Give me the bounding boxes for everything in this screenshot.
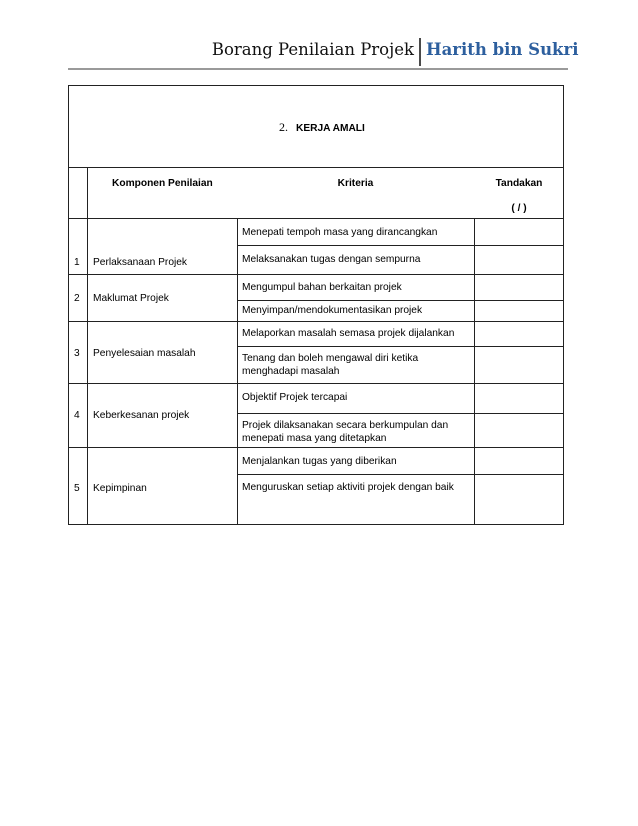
- subrow-divider-3: [237, 346, 564, 347]
- page-header: [0, 36, 579, 66]
- row-number: 4: [74, 410, 80, 421]
- title-row-divider: [68, 167, 564, 168]
- component-label: Kepimpinan: [93, 483, 147, 494]
- row-number: 2: [74, 293, 80, 304]
- criteria-text: Melaksanakan tugas dengan sempurna: [242, 254, 421, 265]
- table-border-bottom: [68, 524, 564, 525]
- criteria-text: menepati masa yang ditetapkan: [242, 433, 387, 444]
- subrow-divider-2: [237, 300, 564, 301]
- component-label: Penyelesaian masalah: [93, 348, 196, 359]
- component-label: Keberkesanan projek: [93, 410, 190, 421]
- criteria-text: menghadapi masalah: [242, 366, 340, 377]
- col-divider-2: [237, 218, 238, 525]
- header-mark: Tandakan: [495, 178, 543, 189]
- criteria-text: Menepati tempoh masa yang dirancangkan: [242, 227, 438, 238]
- row-divider-1: [68, 274, 564, 275]
- criteria-text: Melaporkan masalah semasa projek dijalankan: [242, 328, 455, 339]
- row-number: 5: [74, 483, 80, 494]
- section-title: KERJA AMALI: [296, 123, 365, 134]
- row-divider-4: [68, 447, 564, 448]
- subrow-divider-1: [237, 245, 564, 246]
- criteria-text: Menyimpan/mendokumentasikan projek: [242, 305, 423, 316]
- criteria-text: Mengumpul bahan berkaitan projek: [242, 282, 402, 293]
- table-border-top: [68, 85, 564, 86]
- subrow-divider-5: [237, 474, 564, 475]
- col-divider-3: [474, 218, 475, 525]
- criteria-text: Projek dilaksanakan secara berkumpulan dan: [242, 420, 449, 431]
- criteria-text: Objektif Projek tercapai: [242, 392, 348, 403]
- row-number: 3: [74, 348, 80, 359]
- header-row-divider: [68, 218, 564, 219]
- subrow-divider-4: [237, 413, 564, 414]
- criteria-text: Menjalankan tugas yang diberikan: [242, 456, 397, 467]
- component-label: Maklumat Projek: [93, 293, 169, 304]
- row-divider-3: [68, 383, 564, 384]
- assessment-table: [68, 85, 564, 525]
- table-border-left: [68, 85, 69, 525]
- row-divider-2: [68, 321, 564, 322]
- header-separator: [419, 38, 421, 66]
- header-component: Komponen Penilaian: [112, 178, 213, 189]
- header-rule: [68, 68, 568, 70]
- header-title: Borang Penilaian Projek: [211, 40, 414, 59]
- col-divider-1: [87, 167, 88, 525]
- criteria-text: Tenang dan boleh mengawal diri ketika: [242, 353, 419, 364]
- header-mark-sub: ( / ): [511, 203, 527, 214]
- component-label: Perlaksanaan Projek: [93, 257, 188, 268]
- header-author: Harith bin Sukri: [426, 40, 579, 59]
- table-border-right: [563, 85, 564, 525]
- criteria-text: Menguruskan setiap aktiviti projek dengan baik: [242, 482, 454, 493]
- section-number: 2.: [279, 120, 288, 134]
- row-number: 1: [74, 257, 80, 268]
- header-criteria: Kriteria: [337, 178, 374, 189]
